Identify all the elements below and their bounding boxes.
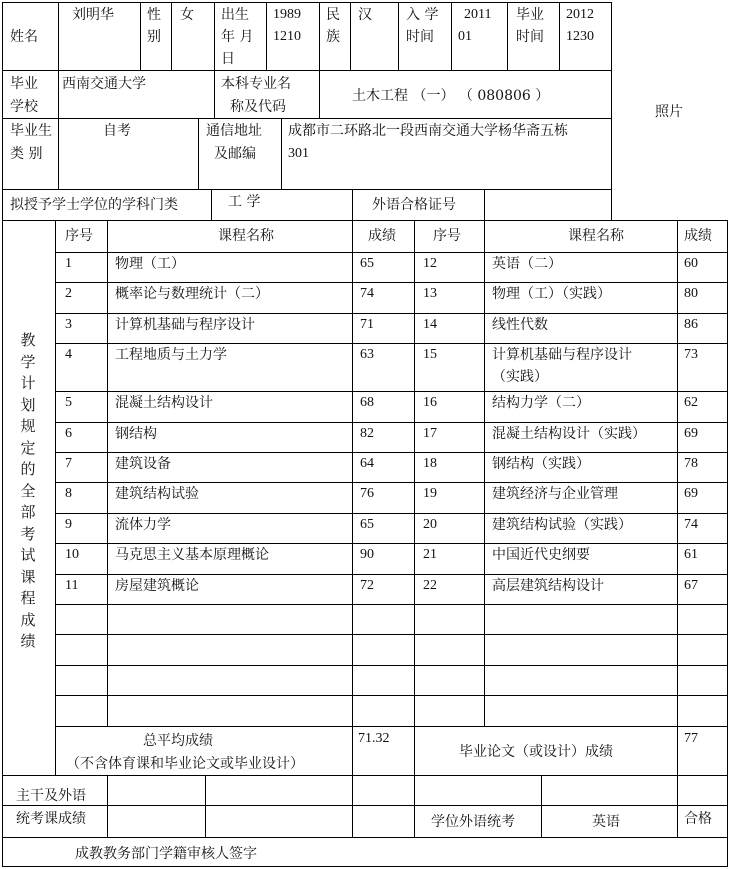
course-score: 61 [684, 547, 698, 562]
course-no: 13 [423, 286, 437, 301]
rule [507, 2, 508, 70]
course-name: 建筑结构试验 [115, 486, 199, 502]
course-no: 6 [65, 426, 72, 441]
rule [541, 775, 542, 837]
course-score: 67 [684, 578, 698, 593]
photo-label: 照片 [655, 104, 683, 120]
course-score: 68 [360, 395, 374, 410]
rule [484, 220, 485, 726]
course-name: 混凝土结构设计 [115, 395, 213, 411]
school-label-2: 学校 [10, 99, 38, 115]
course-name: 建筑设备 [115, 456, 171, 472]
course-score: 74 [360, 286, 374, 301]
type-label-1: 毕业生 [10, 123, 52, 139]
rule [55, 252, 728, 253]
course-no: 7 [65, 456, 72, 471]
enroll-label-2: 时间 [406, 29, 434, 45]
course-score: 65 [360, 517, 374, 532]
rule [205, 775, 206, 837]
course-name: 英语（二） [492, 256, 562, 272]
rule [55, 543, 728, 544]
rule [2, 837, 728, 838]
course-score: 71 [360, 317, 374, 332]
rule [55, 482, 728, 483]
course-no: 22 [423, 578, 437, 593]
rule [2, 189, 612, 190]
foreign-exam-result: 合格 [684, 811, 712, 827]
rule [414, 220, 415, 837]
rule [55, 313, 728, 314]
rule [214, 70, 215, 118]
rule [350, 2, 351, 70]
course-name: 钢结构 [115, 426, 157, 442]
rule [451, 2, 452, 70]
rule [55, 574, 728, 575]
course-score: 80 [684, 286, 698, 301]
col-name-left: 课程名称 [218, 228, 274, 244]
birth-label-3: 日 [221, 51, 235, 67]
rule [58, 2, 59, 70]
ethnicity-label-1: 民 [326, 7, 340, 23]
rule [211, 189, 212, 220]
course-name: 高层建筑结构设计 [492, 578, 604, 594]
course-score: 74 [684, 517, 698, 532]
foreign-exam-label: 学位外语统考 [431, 814, 515, 830]
course-name: 混凝土结构设计（实践） [492, 426, 646, 442]
course-name: 概率论与数理统计（二） [115, 286, 269, 302]
rule [55, 604, 728, 605]
col-no-left: 序号 [65, 228, 93, 244]
rule [55, 634, 728, 635]
enroll-label-1: 入 学 [406, 7, 439, 23]
course-no: 12 [423, 256, 437, 271]
birth-label-2: 年 月 [221, 29, 254, 45]
course-score: 60 [684, 256, 698, 271]
grad-label-1: 毕业 [516, 7, 544, 23]
avg-label-1: 总平均成绩 [143, 733, 213, 749]
rule [55, 343, 728, 344]
rule [58, 70, 59, 118]
rule [484, 189, 485, 220]
course-name-continued: （实践） [492, 369, 548, 385]
rule [319, 70, 320, 118]
type-label-2: 类 别 [10, 146, 43, 162]
course-name: 物理（工） [115, 256, 185, 272]
major-value: 土木工程 （一） （ 080806 ） [352, 88, 550, 104]
ethnicity-label-2: 族 [326, 29, 340, 45]
rule [55, 452, 728, 453]
rule [214, 2, 215, 70]
rule [171, 2, 172, 70]
rule [2, 118, 612, 119]
rule [2, 220, 728, 221]
rule [727, 220, 728, 867]
course-score: 63 [360, 347, 374, 362]
course-no: 18 [423, 456, 437, 471]
course-score: 76 [360, 486, 374, 501]
course-no: 20 [423, 517, 437, 532]
school-value: 西南交通大学 [62, 76, 146, 92]
rule [2, 775, 728, 776]
rule [198, 118, 199, 189]
major-label-2: 称及代码 [230, 99, 286, 115]
rule [55, 665, 728, 666]
birth-value-2: 1210 [273, 29, 301, 44]
rule [2, 70, 612, 71]
main-exam-label-2: 统考课成绩 [16, 811, 86, 827]
name-value: 刘明华 [72, 7, 114, 23]
course-name: 建筑经济与企业管理 [492, 486, 618, 502]
foreign-exam-language: 英语 [592, 814, 620, 830]
course-no: 1 [65, 256, 72, 271]
address-value-2: 301 [288, 146, 309, 161]
course-score: 65 [360, 256, 374, 271]
course-no: 21 [423, 547, 437, 562]
ethnicity-value: 汉 [358, 7, 372, 23]
course-score: 62 [684, 395, 698, 410]
rule [352, 220, 353, 775]
course-score: 78 [684, 456, 698, 471]
type-value: 自考 [103, 123, 131, 139]
rule [55, 422, 728, 423]
course-no: 10 [65, 547, 79, 562]
col-score-right: 成绩 [684, 228, 712, 244]
course-name: 马克思主义基本原理概论 [115, 547, 269, 563]
gender-label-2: 别 [147, 29, 161, 45]
courses-side-label: 教学计划规定的全部考试课程成绩 [20, 331, 36, 650]
rule [140, 2, 141, 70]
course-name: 线性代数 [492, 317, 548, 333]
rule [55, 513, 728, 514]
course-no: 3 [65, 317, 72, 332]
course-name: 工程地质与土力学 [115, 347, 227, 363]
col-name-right: 课程名称 [568, 228, 624, 244]
course-no: 11 [65, 578, 79, 593]
course-name: 物理（工）（实践） [492, 286, 611, 302]
course-no: 4 [65, 347, 72, 362]
rule [55, 726, 728, 727]
main-exam-label-1: 主干及外语 [16, 788, 86, 804]
name-label: 姓名 [10, 29, 38, 45]
thesis-label: 毕业论文（或设计）成绩 [459, 744, 613, 760]
course-name: 建筑结构试验（实践） [492, 517, 632, 533]
address-label-2: 及邮编 [214, 146, 256, 162]
rule [55, 695, 728, 696]
rule [677, 220, 678, 837]
course-score: 82 [360, 426, 374, 441]
birth-label-1: 出生 [221, 7, 249, 23]
course-name: 房屋建筑概论 [115, 578, 199, 594]
course-name: 流体力学 [115, 517, 171, 533]
degree-value: 工 学 [228, 194, 261, 210]
course-no: 5 [65, 395, 72, 410]
grad-value-1: 2012 [566, 7, 594, 22]
major-label-1: 本科专业名 [221, 76, 291, 92]
course-score: 90 [360, 547, 374, 562]
enroll-value-1: 2011 [464, 7, 492, 22]
rule [2, 805, 728, 806]
course-score: 64 [360, 456, 374, 471]
course-no: 2 [65, 286, 72, 301]
address-label-1: 通信地址 [206, 123, 262, 139]
rule [352, 189, 353, 220]
course-no: 16 [423, 395, 437, 410]
course-name: 钢结构（实践） [492, 456, 590, 472]
rule [55, 391, 728, 392]
course-score: 69 [684, 426, 698, 441]
grad-value-2: 1230 [566, 29, 594, 44]
course-no: 14 [423, 317, 437, 332]
course-name: 计算机基础与程序设计 [492, 347, 632, 363]
rule [58, 118, 59, 189]
rule [611, 2, 612, 220]
degree-label: 拟授予学士学位的学科门类 [10, 197, 178, 213]
col-no-right: 序号 [433, 228, 461, 244]
course-name: 计算机基础与程序设计 [115, 317, 255, 333]
rule [2, 866, 728, 867]
rule [352, 775, 353, 837]
course-no: 8 [65, 486, 72, 501]
course-no: 19 [423, 486, 437, 501]
avg-label-2: （不含体育课和毕业论文或毕业设计） [66, 756, 304, 772]
avg-value: 71.32 [358, 731, 390, 746]
rule [398, 2, 399, 70]
grad-label-2: 时间 [516, 29, 544, 45]
enroll-value-2: 01 [458, 29, 472, 44]
address-value-1: 成都市二环路北一段西南交通大学杨华斋五栋 [288, 123, 568, 139]
course-name: 结构力学（二） [492, 395, 590, 411]
rule [559, 2, 560, 70]
course-score: 72 [360, 578, 374, 593]
gender-value: 女 [180, 7, 194, 23]
course-score: 69 [684, 486, 698, 501]
rule [107, 775, 108, 837]
course-score: 86 [684, 317, 698, 332]
course-no: 9 [65, 517, 72, 532]
rule [107, 220, 108, 726]
signature-label: 成教教务部门学籍审核人签字 [75, 846, 257, 862]
rule [319, 2, 320, 70]
gender-label-1: 性 [147, 7, 161, 23]
course-no: 15 [423, 347, 437, 362]
course-score: 73 [684, 347, 698, 362]
thesis-value: 77 [684, 731, 698, 746]
cert-label: 外语合格证号 [372, 197, 456, 213]
rule [2, 2, 3, 867]
course-no: 17 [423, 426, 437, 441]
rule [55, 220, 56, 775]
course-name: 中国近代史纲要 [492, 547, 590, 563]
birth-value-1: 1989 [273, 7, 301, 22]
rule [281, 118, 282, 189]
col-score-left: 成绩 [368, 228, 396, 244]
rule [2, 2, 612, 3]
school-label-1: 毕业 [10, 76, 38, 92]
rule [55, 282, 728, 283]
rule [266, 2, 267, 70]
